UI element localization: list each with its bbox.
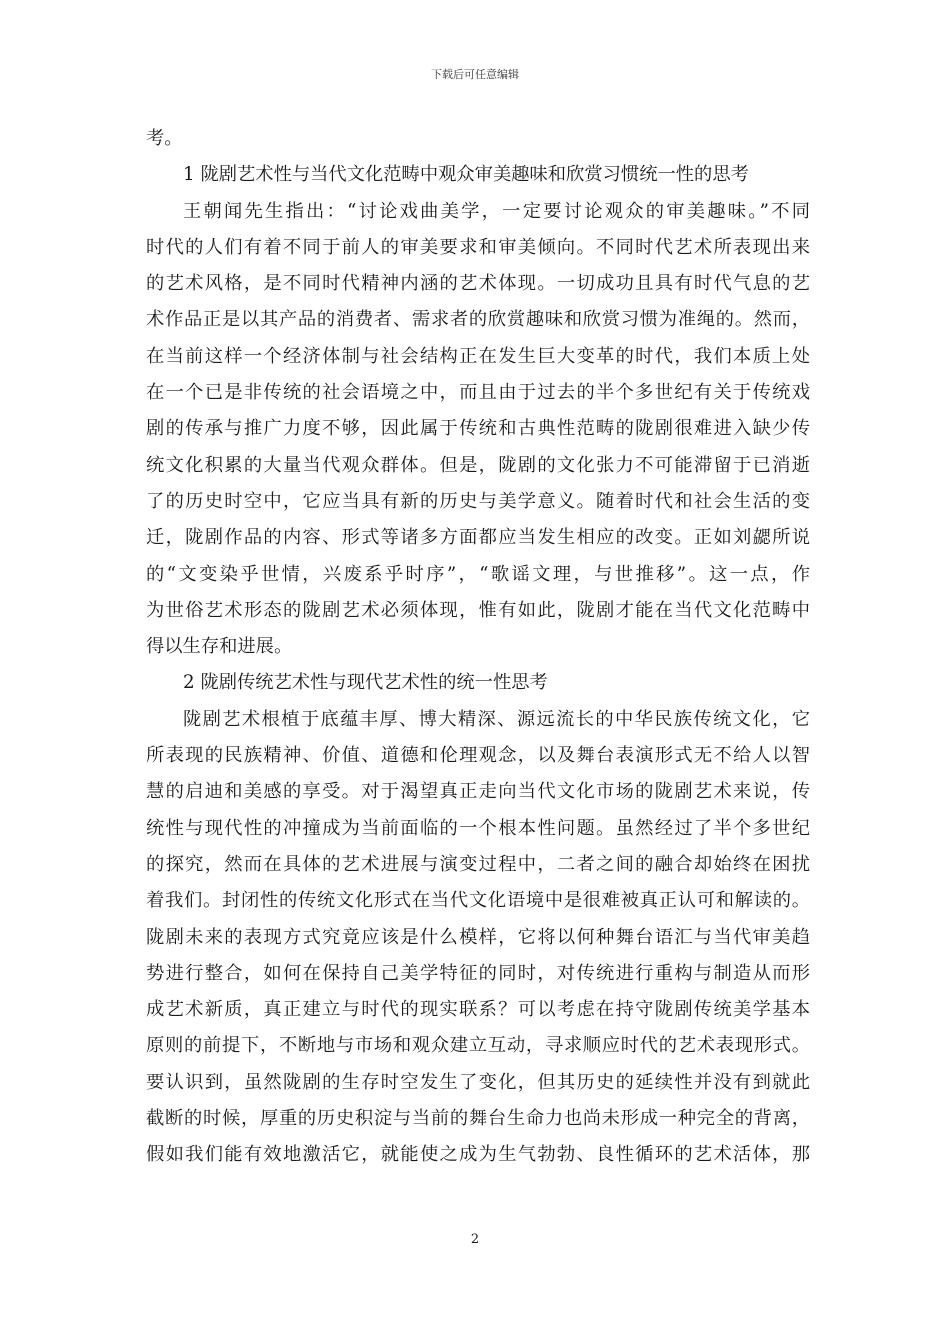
paragraph-line: 假如我们能有效地激活它，就能使之成为生气勃勃、良性循环的艺术活体，那 <box>146 1144 810 1166</box>
paragraph-line: 迁，陇剧作品的内容、形式等诸多方面都应当发生相应的改变。正如刘勰所说 <box>146 527 810 549</box>
paragraph-line: 着我们。封闭性的传统文化形式在当代文化语境中是很难被真正认可和解读的。 <box>146 890 810 912</box>
paragraph-line: 慧的启迪和美感的享受。对于渴望真正走向当代文化市场的陇剧艺术来说，传 <box>146 781 810 803</box>
paragraph-line: 的艺术风格，是不同时代精神内涵的艺术体现。一切成功且具有时代气息的艺 <box>146 273 810 295</box>
paragraph-line: 统性与现代性的冲撞成为当前面临的一个根本性问题。虽然经过了半个多世纪 <box>146 817 810 839</box>
section-heading-1: 1 陇剧艺术性与当代文化范畴中观众审美趣味和欣赏习惯统一性的思考 <box>183 164 749 186</box>
page-number: 2 <box>470 1232 480 1247</box>
paragraph-line: 原则的前提下，不断地与市场和观众建立互动，寻求顺应时代的艺术表现形式。 <box>146 1035 810 1057</box>
paragraph-line: 势进行整合，如何在保持自己美学特征的同时，对传统进行重构与制造从而形 <box>146 962 810 984</box>
text-line-continuation: 考。 <box>146 128 183 149</box>
paragraph-line: 陇剧未来的表现方式究竟应该是什么模样，它将以何种舞台语汇与当代审美趋 <box>146 926 810 948</box>
paragraph-line: 时代的人们有着不同于前人的审美要求和审美倾向。不同时代艺术所表现出来 <box>146 236 810 258</box>
paragraph-line: 在一个已是非传统的社会语境之中，而且由于过去的半个多世纪有关于传统戏 <box>146 382 810 404</box>
paragraph-line: 的“文变染乎世情，兴废系乎时序”，“歌谣文理，与世推移”。这一点，作 <box>146 563 810 585</box>
document-body <box>146 121 810 1174</box>
section-heading-2: 2 陇剧传统艺术性与现代艺术性的统一性思考 <box>183 672 548 694</box>
paragraph-line: 所表现的民族精神、价值、道德和伦理观念，以及舞台表演形式无不给人以智 <box>146 745 810 767</box>
paragraph-line: 统文化积累的大量当代观众群体。但是，陇剧的文化张力不可能滞留于已消逝 <box>146 454 810 476</box>
paragraph-line: 要认识到，虽然陇剧的生存时空发生了变化，但其历史的延续性并没有到就此 <box>146 1071 810 1093</box>
paragraph-line: 成艺术新质，真正建立与时代的现实联系？可以考虑在持守陇剧传统美学基本 <box>146 999 810 1021</box>
paragraph-line: 陇剧艺术根植于底蕴丰厚、博大精深、源远流长的中华民族传统文化，它 <box>183 708 810 730</box>
paragraph-line: 在当前这样一个经济体制与社会结构正在发生巨大变革的时代，我们本质上处 <box>146 345 810 367</box>
paragraph-line: 王朝闻先生指出：“讨论戏曲美学，一定要讨论观众的审美趣味。”不同 <box>183 200 810 222</box>
paragraph-line: 截断的时候，厚重的历史积淀与当前的舞台生命力也尚未形成一种完全的背离， <box>146 1108 810 1130</box>
paragraph-line: 为世俗艺术形态的陇剧艺术必须体现，惟有如此，陇剧才能在当代文化范畴中 <box>146 599 810 621</box>
paragraph-line: 了的历史时空中，它应当具有新的历史与美学意义。随着时代和社会生活的变 <box>146 490 810 512</box>
paragraph-line: 剧的传承与推广力度不够，因此属于传统和古典性范畴的陇剧很难进入缺少传 <box>146 418 810 440</box>
paragraph-line-last: 得以生存和进展。 <box>146 636 293 658</box>
paragraph-line: 的探究，然而在具体的艺术进展与演变过程中，二者之间的融合却始终在困扰 <box>146 853 810 875</box>
paragraph-line: 术作品正是以其产品的消费者、需求者的欣赏趣味和欣赏习惯为准绳的。然而， <box>146 309 810 331</box>
page-header: 下载后可任意编辑 <box>431 68 519 81</box>
